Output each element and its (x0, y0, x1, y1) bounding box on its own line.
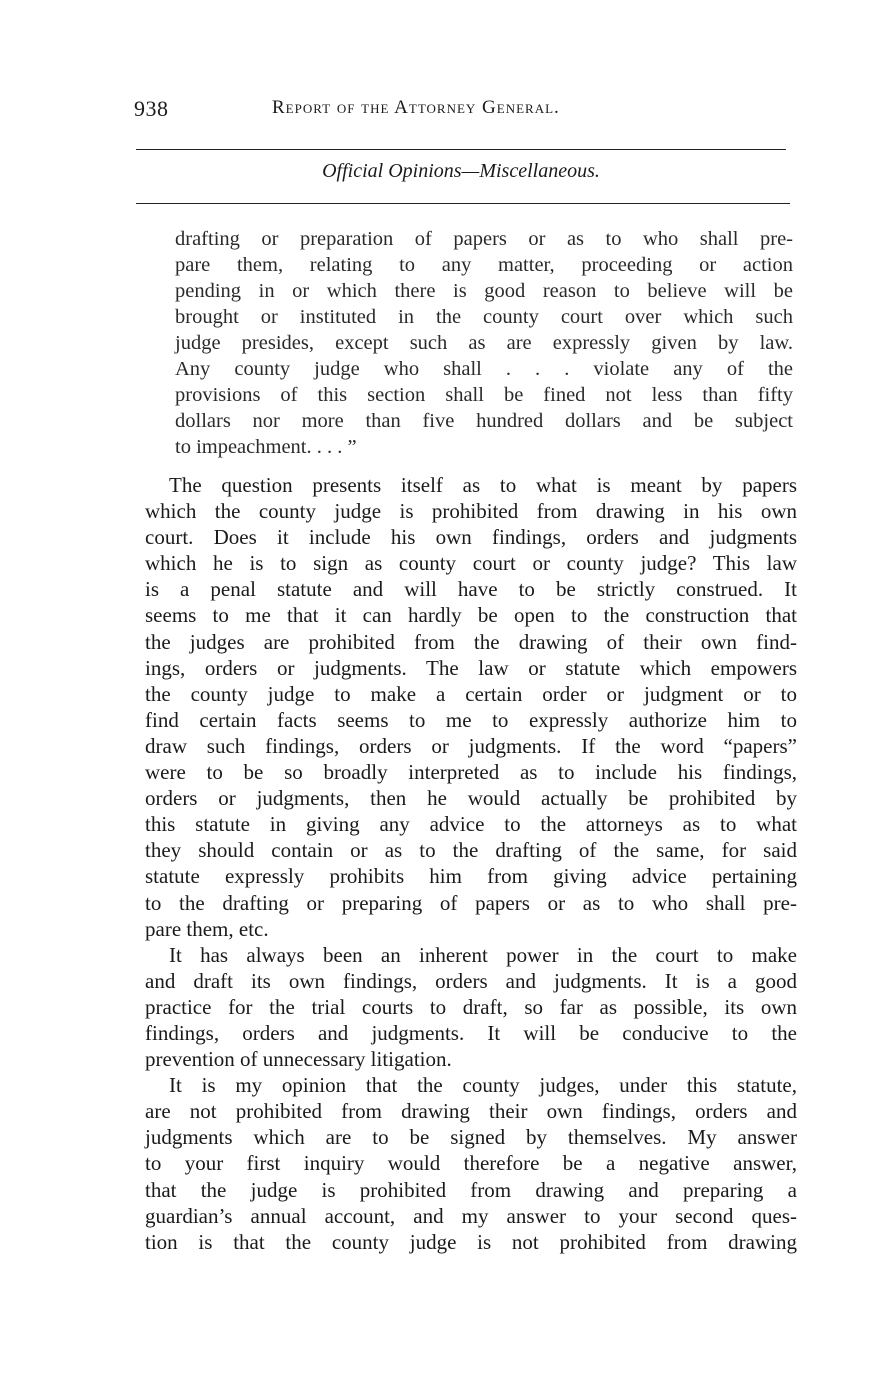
body-line: The question presents itself as to what is meant by papers (169, 473, 797, 497)
opinion-body (145, 472, 797, 1255)
block-quote (175, 226, 793, 460)
body-line: which the county judge is prohibited from drawing in his own (145, 499, 797, 524)
quote-line: brought or instituted in the county court over which such (175, 306, 793, 328)
quote-line: judge presides, except such as are expressly given by law. (175, 332, 793, 354)
quote-line: Any county judge who shall . . . violate any of the (175, 358, 793, 380)
body-line: pare them, etc. (145, 916, 269, 941)
body-line: this statute in giving any advice to the attorneys as to what (145, 812, 797, 837)
running-head: Report of the Attorney General. (272, 97, 560, 118)
body-line: It is my opinion that the county judges, under this statute, (169, 1073, 797, 1098)
body-line: the judges are prohibited from the drawing of their own find- (145, 629, 797, 654)
quote-line: pare them, relating to any matter, proceeding or action (175, 254, 793, 276)
body-line: the county judge to make a certain order or judgment or to (145, 681, 797, 706)
body-line: tion is that the county judge is not prohibited from drawing (145, 1229, 797, 1254)
body-line: that the judge is prohibited from drawing and preparing a (145, 1177, 797, 1202)
page-number: 938 (134, 96, 169, 121)
body-line: are not prohibited from drawing their own findings, orders and (145, 1099, 797, 1124)
body-line: statute expressly prohibits him from giving advice pertaining (145, 864, 797, 889)
body-line: practice for the trial courts to draft, so far as possible, its own (145, 994, 797, 1019)
header-rule-bottom (136, 203, 790, 204)
body-line: to the drafting or preparing of papers or as to who shall pre- (145, 890, 797, 915)
section-heading: Official Opinions—Miscellaneous. (322, 160, 600, 182)
body-line: seems to me that it can hardly be open to the construction that (145, 603, 797, 628)
body-line: guardian’s annual account, and my answer to your second ques- (145, 1203, 797, 1228)
body-line: find certain facts seems to me to expressly authorize him to (145, 707, 797, 732)
body-line: It has always been an inherent power in the court to make (169, 942, 797, 967)
quote-line: pending in or which there is good reason to believe will be (175, 280, 793, 302)
body-line: which he is to sign as county court or county judge? This law (145, 551, 797, 576)
body-line: court. Does it include his own findings, orders and judgments (145, 525, 797, 550)
quote-line: to impeachment. . . . ” (175, 436, 357, 458)
body-line: orders or judgments, then he would actually be prohibited by (145, 786, 797, 811)
body-line: ings, orders or judgments. The law or statute which empowers (145, 655, 797, 680)
body-line: to your first inquiry would therefore be a negative answer, (145, 1151, 797, 1176)
quote-line: drafting or preparation of papers or as to who shall pre- (175, 228, 793, 250)
quote-line: provisions of this section shall be fined not less than fifty (175, 384, 793, 406)
body-line: findings, orders and judgments. It will be conducive to the (145, 1020, 797, 1045)
body-line: were to be so broadly interpreted as to include his findings, (145, 760, 797, 785)
header-rule-top (136, 149, 786, 150)
body-line: judgments which are to be signed by themselves. My answer (145, 1125, 797, 1150)
body-line: is a penal statute and will have to be strictly construed. It (145, 577, 797, 602)
body-line: and draft its own findings, orders and judgments. It is a good (145, 968, 797, 993)
quote-line: dollars nor more than five hundred dollars and be subject (175, 410, 793, 432)
body-line: draw such findings, orders or judgments. If the word “papers” (145, 733, 797, 758)
body-line: they should contain or as to the drafting of the same, for said (145, 838, 797, 863)
body-line: prevention of unnecessary litigation. (145, 1047, 452, 1072)
